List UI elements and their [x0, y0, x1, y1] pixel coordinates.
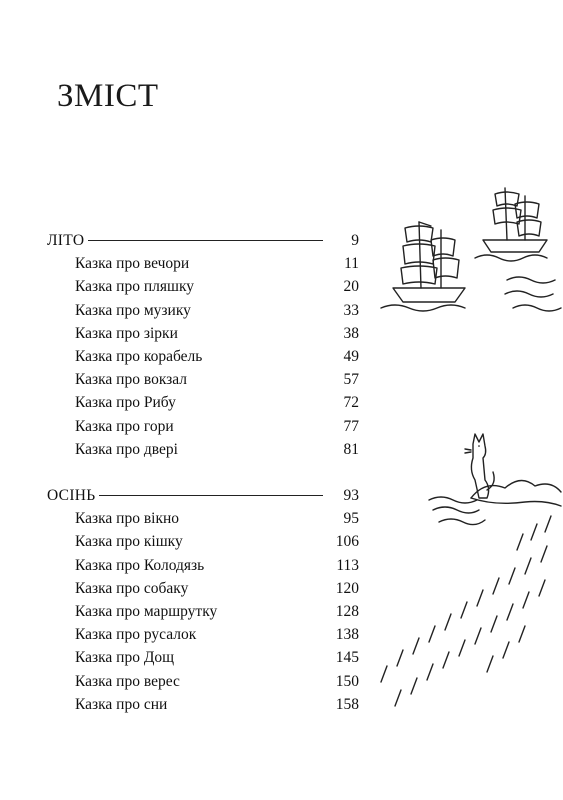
entry-title: Казка про двері	[75, 440, 178, 458]
entry-title: Казка про корабель	[75, 347, 203, 365]
entry-page-number: 138	[335, 626, 359, 644]
entry-page-number: 128	[335, 602, 359, 620]
toc-section-summer	[47, 229, 359, 461]
entry-page-number: 81	[343, 440, 359, 458]
entry-page-number: 150	[335, 672, 359, 690]
toc-entry[interactable]	[47, 530, 359, 553]
entry-title: Казка про Колодязь	[75, 556, 205, 574]
entry-page-number: 120	[335, 579, 359, 597]
leader-line	[88, 240, 323, 241]
toc-entry[interactable]	[47, 554, 359, 577]
page-title: ЗМІСТ	[57, 78, 159, 114]
toc-entry[interactable]	[47, 507, 359, 530]
toc-entry[interactable]	[47, 345, 359, 368]
toc-entry[interactable]	[47, 299, 359, 322]
toc-entry[interactable]	[47, 646, 359, 669]
toc-entry[interactable]	[47, 623, 359, 646]
entry-page-number: 57	[343, 371, 359, 389]
sailing-ship-icon	[483, 188, 547, 252]
leader-line	[99, 495, 323, 496]
entry-page-number: 158	[335, 695, 359, 713]
entry-page-number: 145	[335, 649, 359, 667]
toc-entry[interactable]	[47, 577, 359, 600]
entry-page-number: 11	[344, 255, 359, 273]
toc-entry[interactable]	[47, 438, 359, 461]
toc-section-heading[interactable]	[47, 484, 359, 507]
section-page-number: 9	[351, 232, 359, 249]
toc-entry[interactable]	[47, 368, 359, 391]
toc-entry[interactable]	[47, 322, 359, 345]
entry-title: Казка про верес	[75, 672, 180, 690]
toc-entry[interactable]	[47, 693, 359, 716]
entry-title: Казка про сни	[75, 695, 168, 713]
entry-title: Казка про гори	[75, 417, 174, 435]
toc-section-autumn	[47, 484, 359, 716]
toc-entry[interactable]	[47, 252, 359, 275]
toc-entry[interactable]	[47, 415, 359, 438]
entry-title: Казка про музику	[75, 301, 191, 319]
entry-page-number: 72	[343, 394, 359, 412]
entry-page-number: 38	[343, 324, 359, 342]
fox-icon	[465, 434, 494, 498]
entry-page-number: 49	[343, 347, 359, 365]
entry-page-number: 95	[343, 510, 359, 528]
illustration-svg	[375, 180, 563, 740]
entry-title: Казка про вечори	[75, 255, 190, 273]
rain-icon	[381, 516, 551, 706]
entry-title: Казка про собаку	[75, 579, 189, 597]
decorative-illustration	[375, 180, 563, 740]
section-page-number: 93	[343, 487, 359, 504]
entry-title: Казка про зірки	[75, 324, 178, 342]
entry-page-number: 20	[343, 278, 359, 296]
toc-entry[interactable]	[47, 670, 359, 693]
toc-entry[interactable]	[47, 600, 359, 623]
entry-title: Казка про пляшку	[75, 278, 195, 296]
entry-title: Казка про Дощ	[75, 649, 175, 667]
entry-title: Казка про Рибу	[75, 394, 176, 412]
entry-title: Казка про русалок	[75, 626, 197, 644]
section-name: ЛІТО	[47, 232, 85, 249]
entry-page-number: 77	[343, 417, 359, 435]
cloud-icon	[429, 480, 561, 524]
sailing-ship-icon	[393, 222, 465, 302]
entry-page-number: 33	[343, 301, 359, 319]
toc-entry[interactable]	[47, 275, 359, 298]
entry-title: Казка про кішку	[75, 533, 183, 551]
toc-entry[interactable]	[47, 391, 359, 414]
entry-title: Казка про маршрутку	[75, 602, 218, 620]
toc-section-heading[interactable]	[47, 229, 359, 252]
section-name: ОСІНЬ	[47, 487, 96, 504]
entry-title: Казка про вікно	[75, 510, 180, 528]
entry-page-number: 106	[335, 533, 359, 551]
entry-title: Казка про вокзал	[75, 371, 188, 389]
entry-page-number: 113	[336, 556, 359, 574]
